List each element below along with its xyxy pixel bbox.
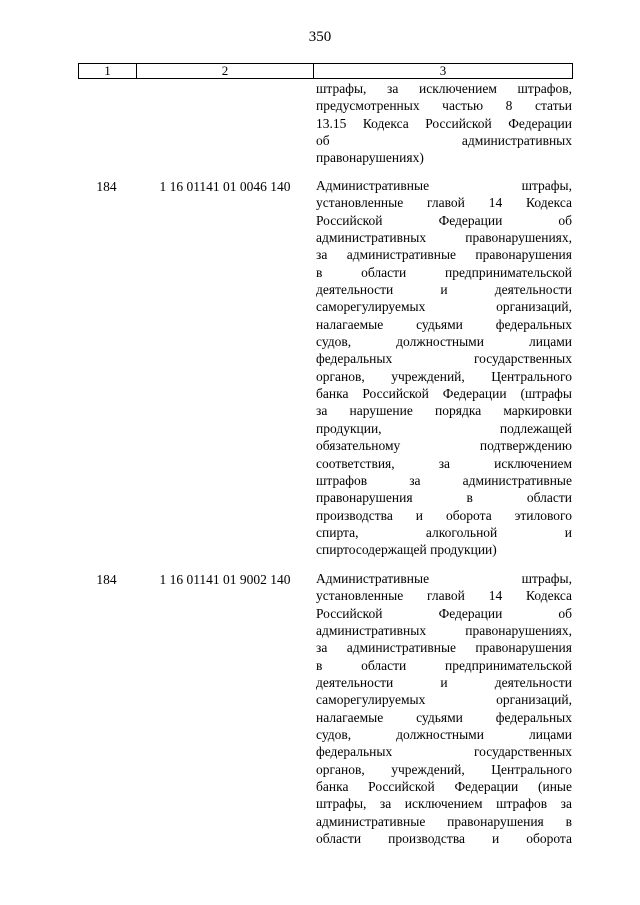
header-col-3: 3 [439, 63, 447, 78]
description-line: штрафы, за исключением штрафов за [316, 796, 572, 812]
table-header-row [78, 63, 573, 79]
description-line: федеральных государственных [316, 351, 572, 367]
header-col-1: 1 [79, 64, 137, 78]
description-line: судов, должностными лицами [316, 727, 572, 743]
description-line: деятельности и деятельности [316, 675, 572, 691]
description-line: спиртосодержащей продукции) [316, 542, 497, 558]
description-line: органов, учреждений, Центрального [316, 761, 572, 777]
description-line: саморегулируемых организаций, [316, 692, 572, 708]
row-description [316, 177, 572, 559]
description-line: федеральных государственных [316, 744, 572, 760]
description-line: области производства и оборота [316, 831, 572, 847]
description-line: в области предпринимательской [316, 657, 572, 673]
description-line: саморегулируемых организаций, [316, 299, 572, 315]
description-line: за нарушение порядка маркировки [316, 403, 572, 419]
description-line: обязательному подтверждению [316, 438, 572, 454]
description-line: органов, учреждений, Центрального [316, 368, 572, 384]
description-line: налагаемые судьями федеральных [316, 316, 572, 332]
description-line: штрафов за административные [316, 472, 572, 488]
kbk-code: 1 16 01141 01 9002 140 [159, 572, 291, 587]
row-description [316, 570, 572, 848]
description-line: административные правонарушения в [316, 813, 572, 829]
description-line: судов, должностными лицами [316, 334, 572, 350]
description-line: правонарушения в области [316, 490, 572, 506]
description-line: об административных [316, 133, 572, 149]
header-col-2: 2 [137, 64, 314, 78]
continuation-description [316, 80, 572, 167]
description-line: административных правонарушениях, [316, 623, 572, 639]
description-line: продукции, подлежащей [316, 420, 572, 436]
description-line: налагаемые судьями федеральных [316, 709, 572, 725]
description-line: производства и оборота этилового [316, 507, 572, 523]
kbk-code: 1 16 01141 01 0046 140 [159, 179, 291, 194]
page-number: 350 [308, 29, 332, 45]
description-line: установленные главой 14 Кодекса [316, 195, 572, 211]
description-line: правонарушениях) [316, 150, 424, 166]
description-line: 13.15 Кодекса Российской Федерации [316, 115, 572, 131]
description-line: Административные штрафы, [316, 571, 572, 586]
description-line: соответствия, за исключением [316, 455, 572, 471]
description-line: за административные правонарушения [316, 247, 572, 263]
description-line: предусмотренных частью 8 статьи [316, 98, 572, 114]
description-line: Российской Федерации об [316, 212, 572, 228]
admin-code: 184 [96, 572, 117, 587]
description-line: Административные штрафы, [316, 178, 572, 193]
description-line: за административные правонарушения [316, 640, 572, 656]
admin-code: 184 [96, 179, 117, 194]
description-line: спирта, алкогольной и [316, 524, 572, 540]
description-line: банка Российской Федерации (штрафы [316, 386, 572, 402]
description-line: Российской Федерации об [316, 605, 572, 621]
description-line: банка Российской Федерации (иные [316, 779, 572, 795]
description-line: штрафы, за исключением штрафов, [316, 81, 572, 96]
description-line: в области предпринимательской [316, 264, 572, 280]
description-line: административных правонарушениях, [316, 230, 572, 246]
description-line: деятельности и деятельности [316, 282, 572, 298]
description-line: установленные главой 14 Кодекса [316, 588, 572, 604]
